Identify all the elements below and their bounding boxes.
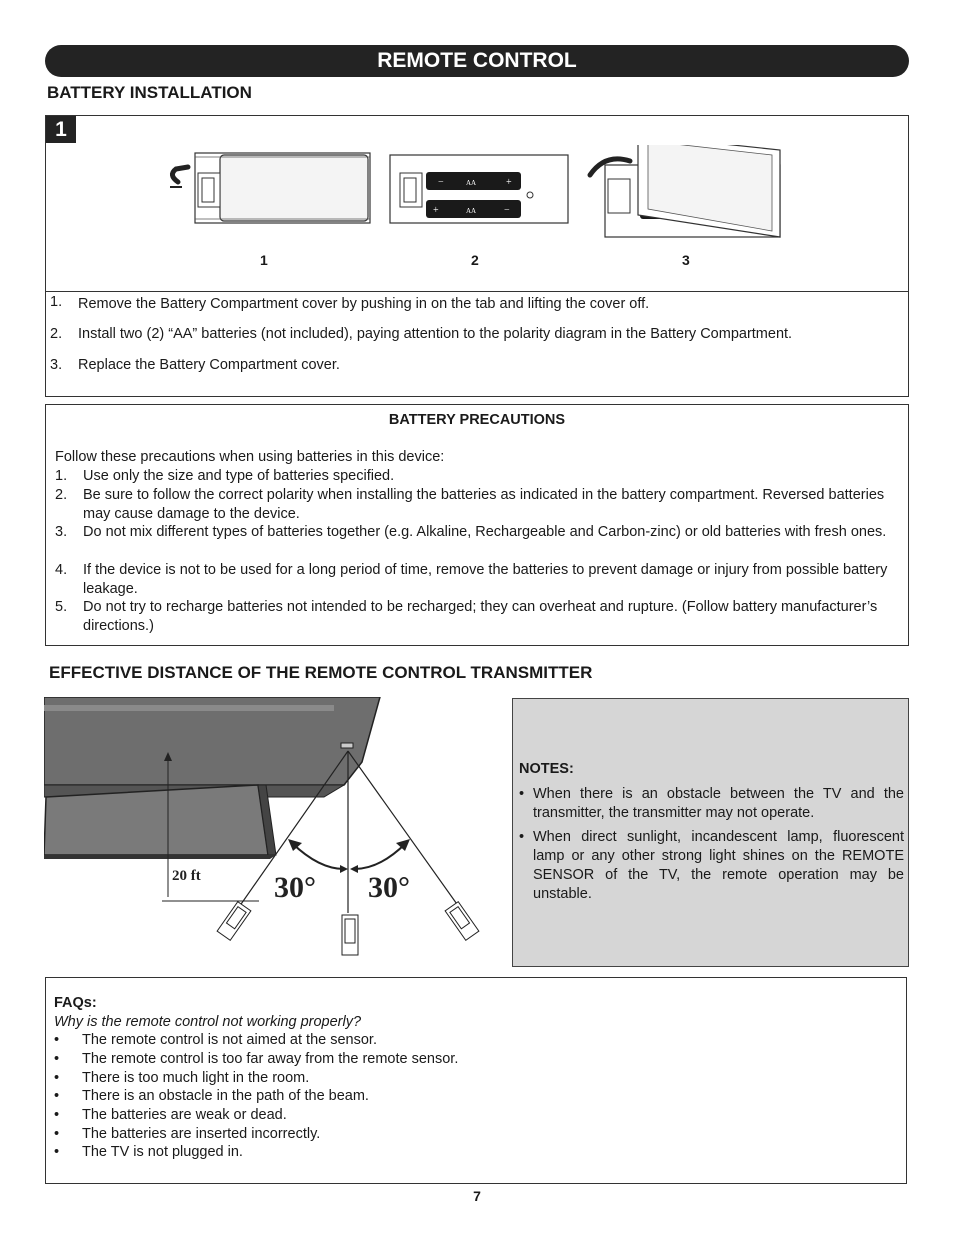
faqs-title: FAQs: xyxy=(54,995,97,1011)
svg-text:+: + xyxy=(506,177,512,188)
note-item: • When direct sunlight, incandescent lamp, fluorescent lamp or any other strong light shines on the REMOTE SENSOR of the TV, the remote operation may be unstable. xyxy=(519,829,904,902)
push-arrow-icon xyxy=(172,167,188,182)
figure-label-1: 1 xyxy=(260,252,268,268)
remote-closed-figure xyxy=(170,153,370,223)
svg-text:−: − xyxy=(504,205,510,216)
notes-title: NOTES: xyxy=(519,761,574,777)
precaution-item: 4. If the device is not to be used for a long period of time, remove the batteries to prevent damage or injury from possible battery leakage. xyxy=(55,562,888,597)
remote-right-icon xyxy=(445,902,479,941)
precautions-title: BATTERY PRECAUTIONS xyxy=(388,412,566,428)
effective-distance-heading: EFFECTIVE DISTANCE OF THE REMOTE CONTROL TRANSMITTER xyxy=(49,663,593,682)
precaution-item: 3. Do not mix different types of batteries together (e.g. Alkaline, Rechargeable and Carbon-zinc) or old batteries with fresh ones. xyxy=(55,524,887,540)
svg-text:−: − xyxy=(438,177,444,188)
remote-replace-figure xyxy=(590,145,780,237)
remote-center-icon xyxy=(342,915,358,955)
note-item: • When there is an obstacle between the TV and the transmitter, the transmitter may not operate. xyxy=(519,786,904,821)
battery-installation-illustration xyxy=(160,145,800,245)
figure-label-2: 2 xyxy=(471,252,479,268)
notes-box xyxy=(512,698,909,967)
divider xyxy=(46,291,908,292)
svg-text:AA: AA xyxy=(466,179,477,187)
angle-arc-left xyxy=(292,843,344,869)
precaution-item: 5. Do not try to recharge batteries not intended to be recharged; they can overheat and rupture. (Follow battery manufacturer’s directions.) xyxy=(55,599,878,634)
remote-left-icon xyxy=(217,902,251,941)
svg-text:AA: AA xyxy=(466,207,477,215)
precaution-item: 2. Be sure to follow the correct polarity when installing the batteries as indicated in the battery compartment. Reversed batteries may cause damage to the device. xyxy=(55,487,885,522)
faq-question: Why is the remote control not working properly? xyxy=(54,1014,362,1030)
precautions-intro: Follow these precautions when using batteries in this device: xyxy=(55,449,445,465)
page-number: 7 xyxy=(473,1188,481,1204)
step-badge: 1 xyxy=(46,116,76,143)
angle-label-right: 30° xyxy=(368,871,410,904)
angle-arc-right xyxy=(354,843,406,869)
svg-text:+: + xyxy=(433,205,439,216)
distance-label: 20 ft xyxy=(172,868,201,884)
precaution-item: 1. Use only the size and type of batteries specified. xyxy=(55,468,395,484)
figure-label-3: 3 xyxy=(682,252,690,268)
angle-label-left: 30° xyxy=(274,871,316,904)
tv-stand xyxy=(44,785,268,855)
remote-range-diagram xyxy=(44,697,504,962)
remote-open-figure xyxy=(390,155,568,223)
battery-installation-heading: BATTERY INSTALLATION xyxy=(47,83,252,102)
remote-sensor-icon xyxy=(341,743,353,748)
page-title: REMOTE CONTROL xyxy=(45,45,909,77)
